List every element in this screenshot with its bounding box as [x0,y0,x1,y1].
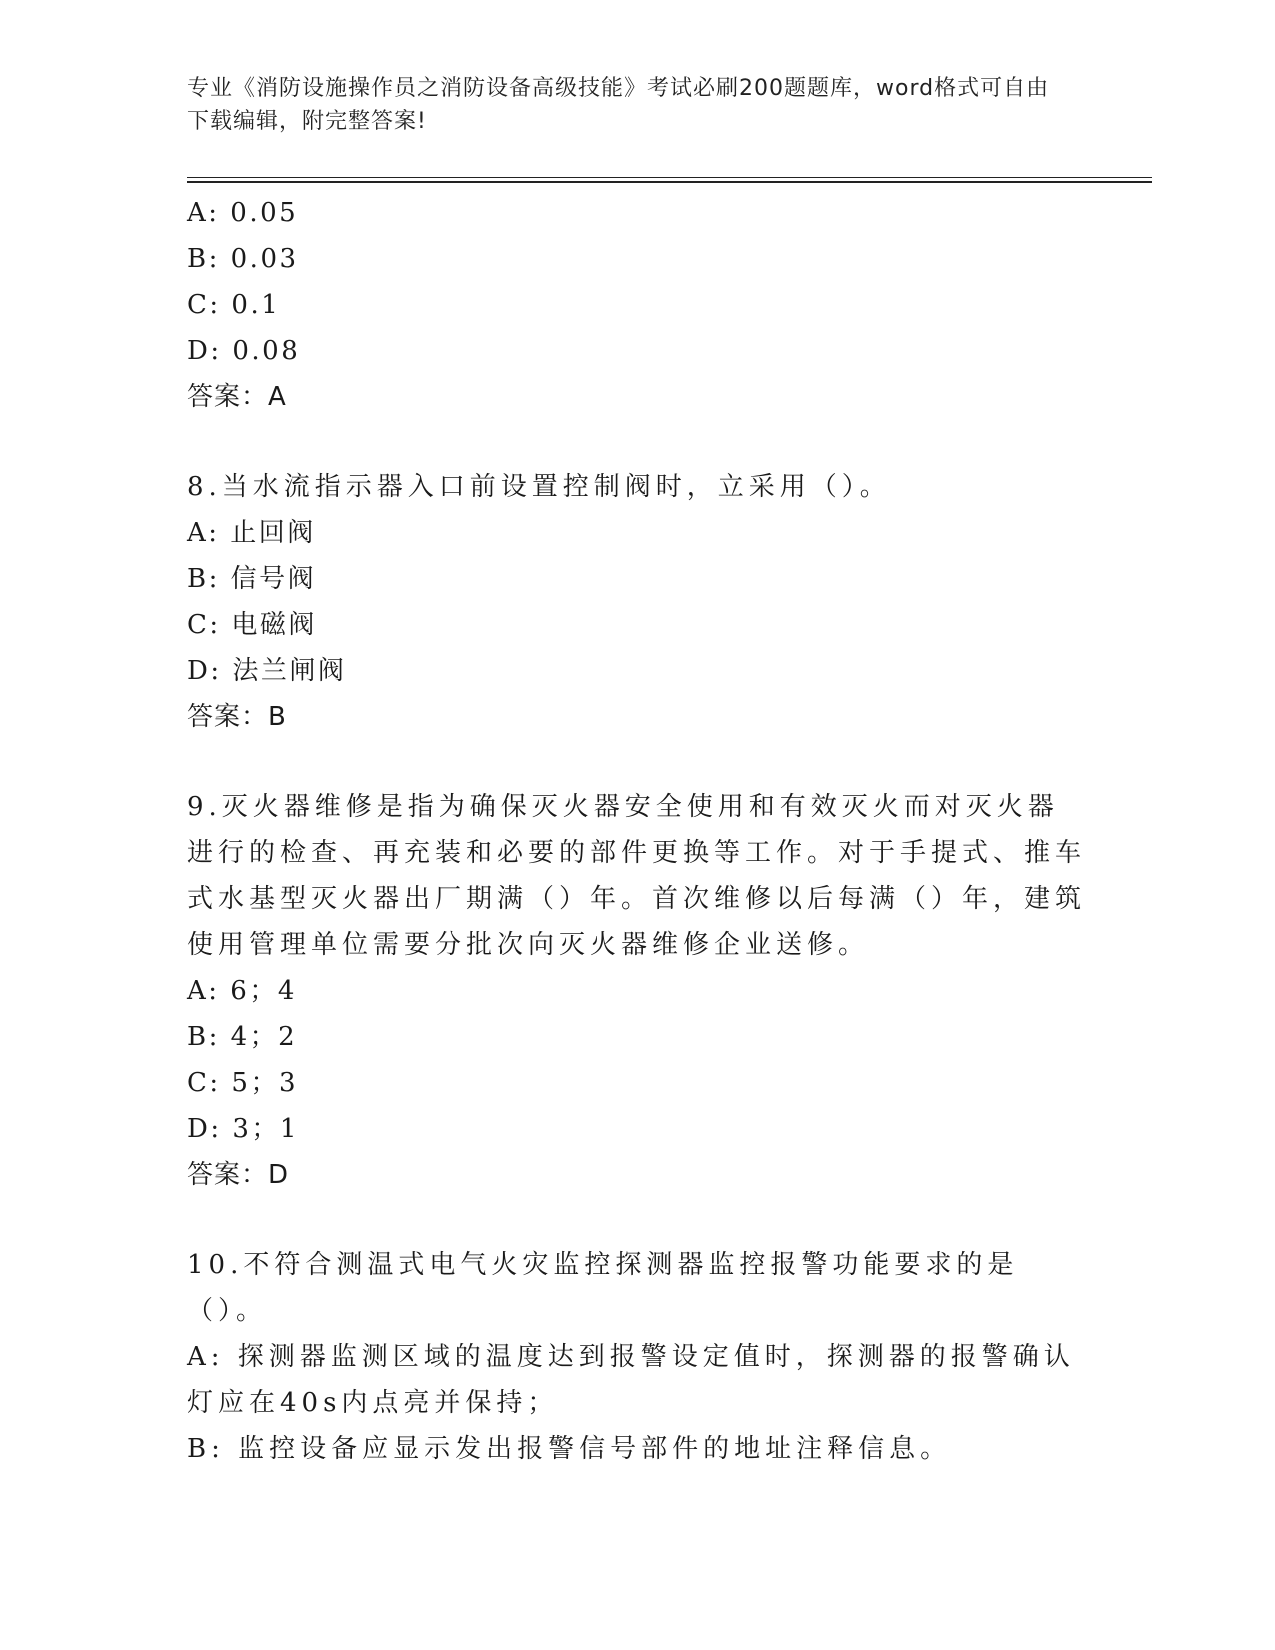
question-7 [187,190,1087,420]
option-c: C: 0.1 [187,290,281,320]
question-text: 9.灭火器维修是指为确保灭火器安全使用和有效灭火而对灭火器进行的检查、再充装和必要的部件更换等工作。对于手提式、推车式水基型灭火器出厂期满（）年。首次维修以后每满（）年，建筑使用管理单位需要分批次向灭火器维修企业送修。 [187,792,1087,960]
option-a: A: 止回阀 [187,518,316,548]
option-c: C: 5；3 [187,1068,299,1098]
page-header: 专业《消防设施操作员之消防设备高级技能》考试必刷200题题库，word格式可自由下载编辑，附完整答案! [187,76,1050,134]
answer-label: 答案：D [187,1160,290,1190]
option-d: D: 0.08 [187,336,301,366]
question-9 [187,784,1087,1198]
answer-label: 答案：B [187,702,287,732]
option-b: B: 监控设备应显示发出报警信号部件的地址注释信息。 [187,1434,952,1464]
option-d: D: 法兰闸阀 [187,656,347,686]
question-10 [187,1242,1087,1472]
option-a: A: 探测器监测区域的温度达到报警设定值时，探测器的报警确认灯应在40s内点亮并保持； [187,1342,1075,1418]
option-a: A: 0.05 [187,198,299,228]
answer-label: 答案：A [187,382,287,412]
question-8 [187,464,1087,740]
option-d: D: 3；1 [187,1114,299,1144]
option-b: B: 4；2 [187,1022,298,1052]
header-divider [187,177,1152,178]
question-list [187,190,1087,1472]
header-divider-thick [187,181,1152,183]
option-b: B: 信号阀 [187,564,317,594]
option-c: C: 电磁阀 [187,610,317,640]
option-b: B: 0.03 [187,244,299,274]
option-a: A: 6；4 [187,976,297,1006]
question-text: 10.不符合测温式电气火灾监控探测器监控报警功能要求的是（）。 [187,1250,1019,1326]
question-text: 8.当水流指示器入口前设置控制阀时，立采用（）。 [187,472,891,502]
